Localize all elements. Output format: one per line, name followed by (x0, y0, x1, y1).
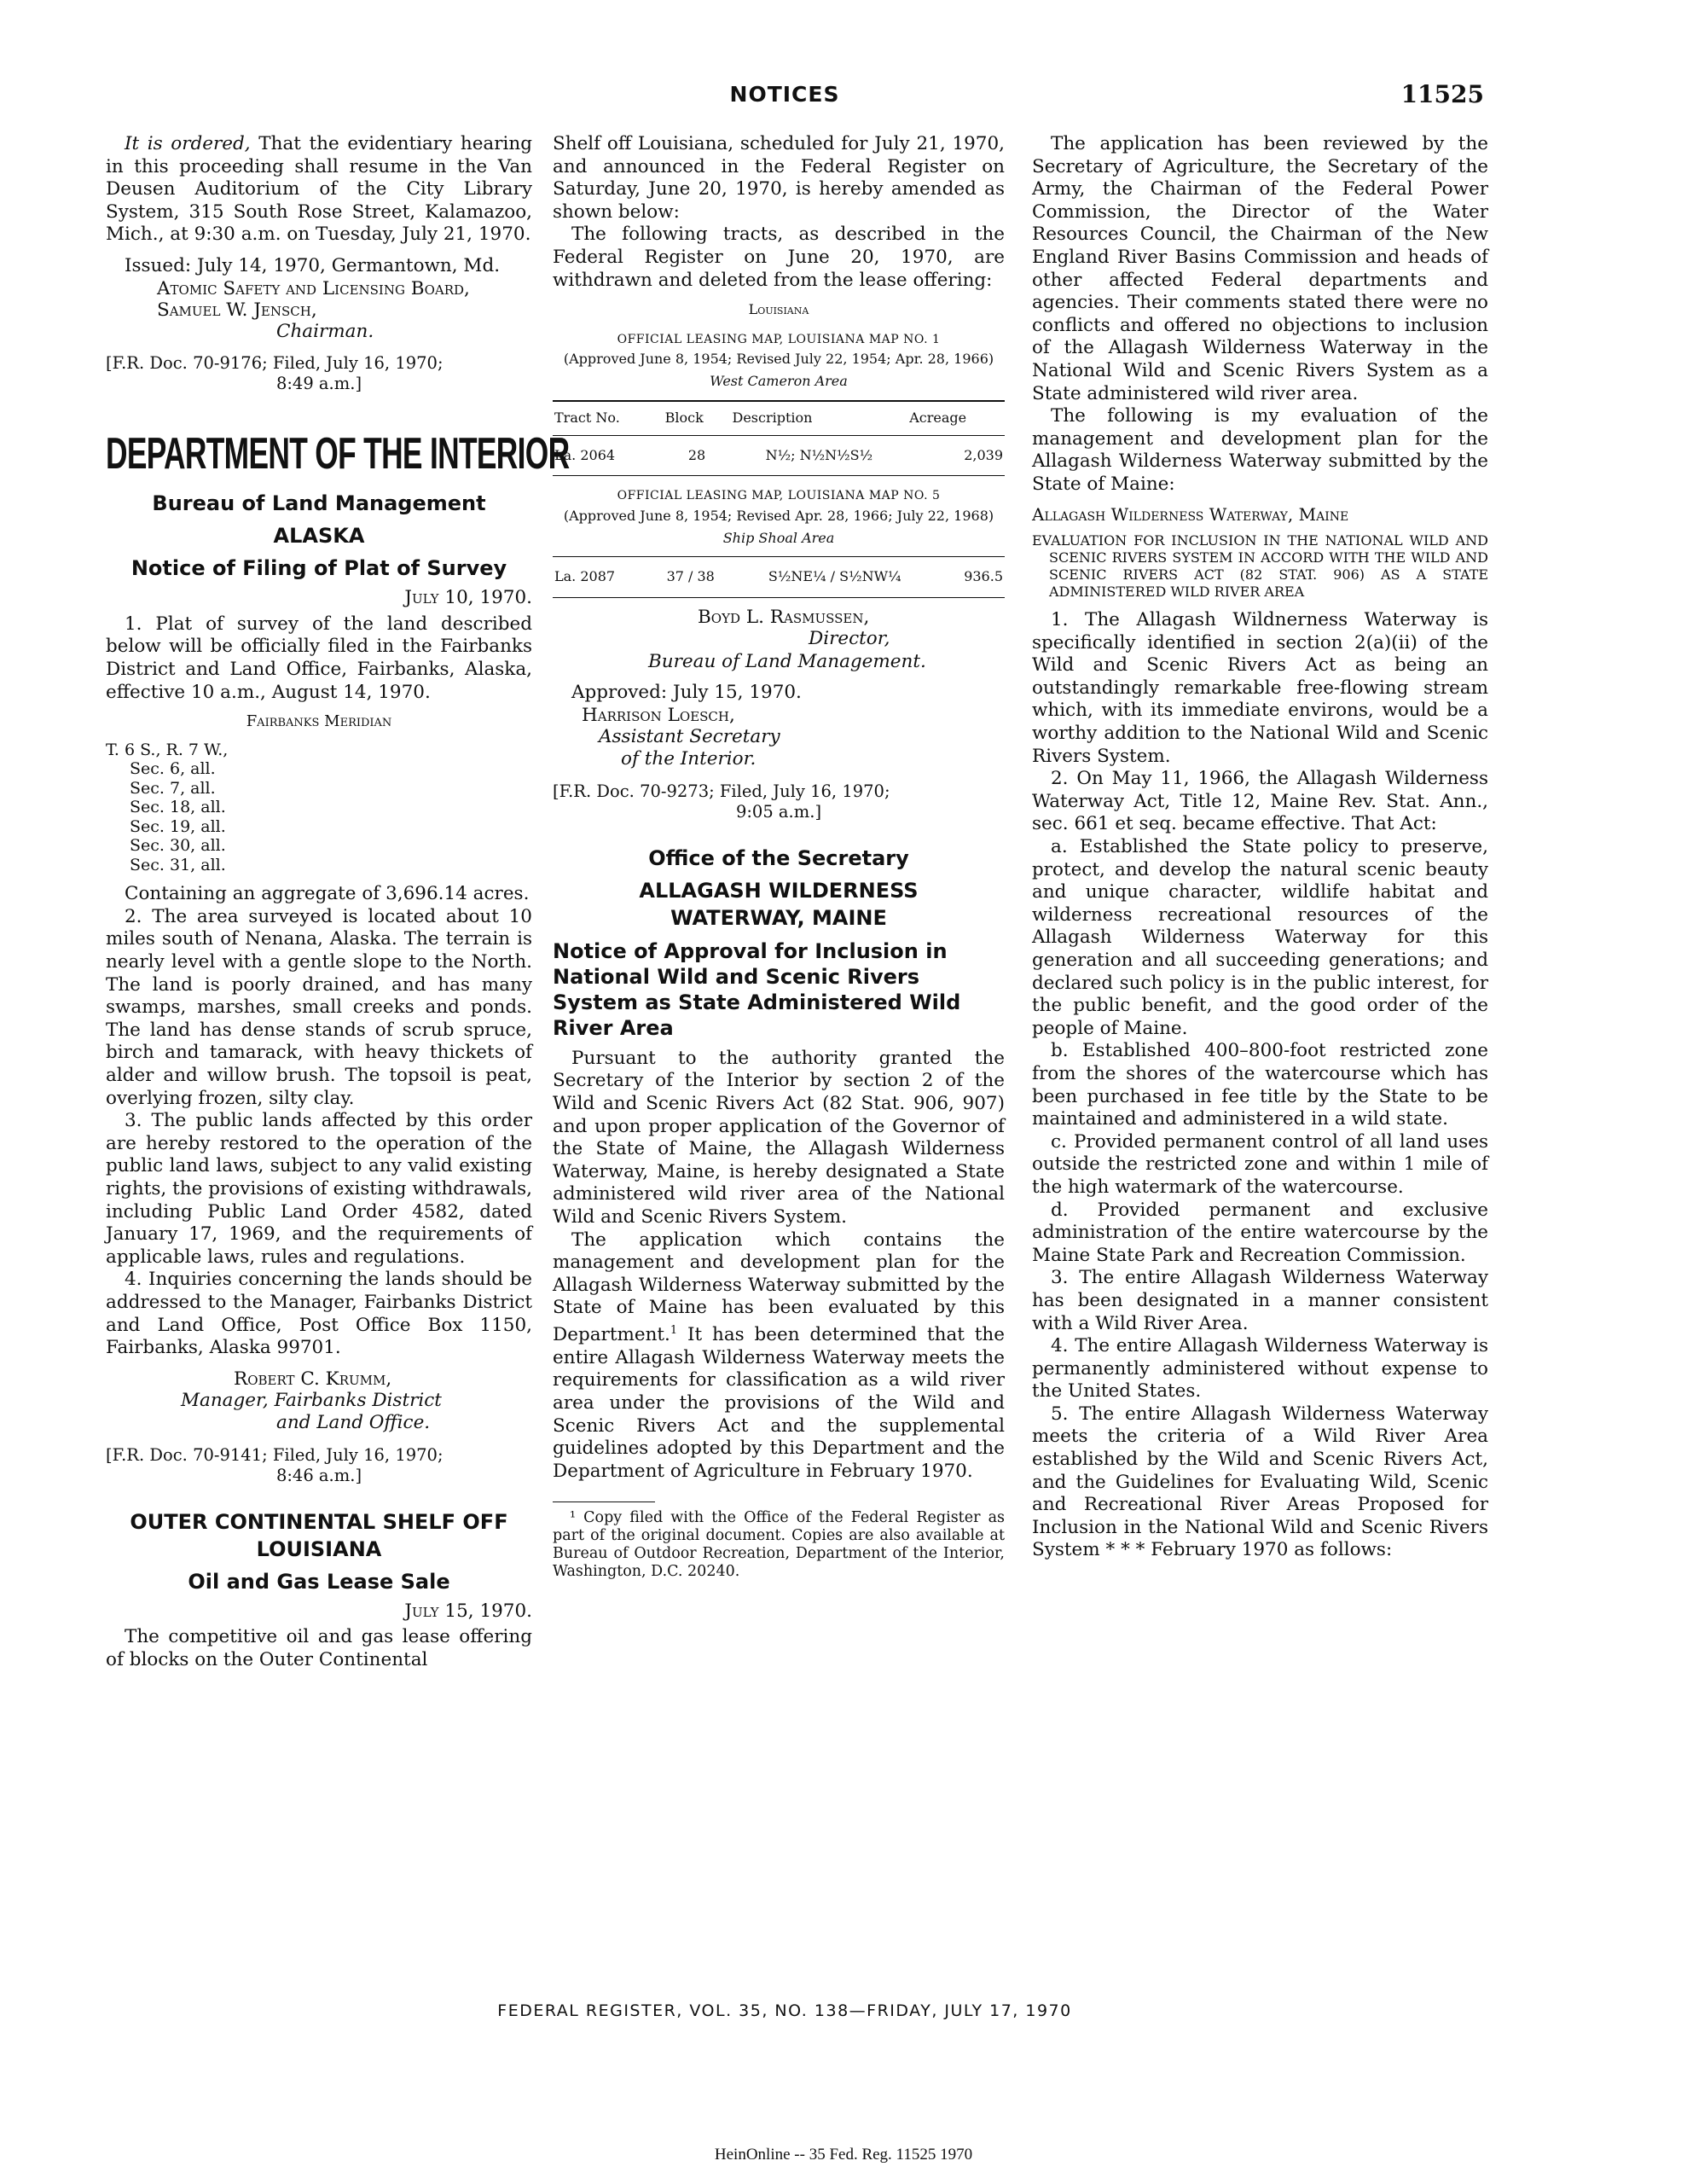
order-paragraph: It is ordered, That the evidentiary hearing in this proceeding shall resume in the Van Deusen Auditorium of the City Library System, 315 South Rose Street, Kalamazoo, Mich., at 9:30 a.m. on Tuesday, July 21, 1970. (106, 133, 532, 246)
allagash-heading: ALLAGASH WILDERNESS WATERWAY, MAINE (639, 878, 919, 930)
area-name: Ship Shoal Area (722, 529, 835, 546)
table-row (553, 557, 1005, 598)
column-3 (1032, 133, 1488, 1562)
notice-heading: Notice of Filing of Plat of Survey (130, 556, 507, 581)
item-3: 3. The entire Allagash Wilderness Waterway has been designated in a manner consistent with a Wild River Area. (1032, 1267, 1488, 1334)
section-item: Sec. 6, all. (130, 759, 216, 779)
fr-doc-line: [F.R. Doc. 70-9273; Filed, July 16, 1970; (553, 781, 890, 801)
fr-doc-time: 8:46 a.m.] (275, 1465, 362, 1485)
table-cell: La. 2064 (553, 435, 664, 476)
item-2b: b. Established 400–800-foot restricted zone from the shores of the watercourse which has been purchased in fee title by the State to be maintained and administered in a wild state. (1032, 1040, 1488, 1130)
table-row (553, 435, 1005, 476)
paragraph-3: 3. The public lands affected by this order are hereby restored to the operation of the public land laws, subject to any valid existing rights, the provisions of existing withdrawals, including Public Land Order 4582, dated January 17, 1969, and the requirements of applicable laws, rules and regulations. (106, 1110, 532, 1268)
table-header: Block (664, 401, 731, 435)
department-heading: DEPARTMENT OF THE INTERIOR (106, 429, 570, 479)
page-header (85, 82, 1484, 116)
item-2d: d. Provided permanent and exclusive administration of the entire watercourse by the Maine State Park and Recreation Commission. (1032, 1199, 1488, 1266)
heinonline-citation: HeinOnline -- 35 Fed. Reg. 11525 1970 (714, 2146, 973, 2164)
fr-doc-time: 8:49 a.m.] (275, 374, 362, 394)
item-2: 2. On May 11, 1966, the Allagash Wilderness Waterway Act, Title 12, Maine Rev. Stat. Ann., sec. 661 et seq. became effective. That Act: (1032, 768, 1488, 835)
map-title: OFFICIAL LEASING MAP, LOUISIANA MAP NO. 1 (617, 332, 941, 346)
ocs-subheading: Oil and Gas Lease Sale (188, 1569, 450, 1594)
signature-title: Director, (809, 627, 890, 649)
table-cell: 2,039 (907, 435, 1005, 476)
tract-table (553, 400, 1005, 476)
bureau-heading: Bureau of Land Management (152, 491, 486, 516)
table-header: Tract No. (553, 401, 664, 435)
section-item: Sec. 18, all. (130, 798, 226, 817)
fr-doc-time: 9:05 a.m.] (735, 801, 822, 822)
signature-title: Manager, Fairbanks District (181, 1389, 442, 1411)
section-item: Sec. 30, all. (130, 836, 226, 856)
table-cell: S½NE¼ / S½NW¼ (730, 557, 939, 598)
continued-paragraph: Shelf off Louisiana, scheduled for July 21, 1970, and announced in the Federal Register on Saturday, June 20, 1970, is hereby amended as shown below: (553, 133, 1005, 223)
office-heading: Office of the Secretary (648, 845, 909, 870)
signature-name: Samuel W. Jensch, (157, 299, 317, 321)
footnote-ref: 1 (670, 1324, 678, 1337)
pursuant-paragraph: Pursuant to the authority granted the Secretary of the Interior by section 2 of the Wild and Scenic Rivers Act (82 Stat. 906, 907) and upon proper application of the Governor of the State of Maine, the Allagash Wilderness Waterway, Maine, is hereby designated a State administered wild river area of the National Wild and Scenic Rivers System. (553, 1047, 1005, 1228)
section-item: Sec. 19, all. (130, 816, 226, 836)
footnote: ¹ Copy filed with the Office of the Federal Register as part of the original document. Copies are also available at Bureau of Outdoor Recreation, Department of the Interior, Washington, D.C. 20240. (553, 1509, 1005, 1581)
column-1 (106, 133, 570, 1672)
signature-title: Bureau of Land Management. (648, 650, 926, 672)
notice-date: July 10, 1970. (404, 587, 532, 609)
section-item: Sec. 31, all. (130, 855, 226, 874)
item-5: 5. The entire Allagash Wilderness Waterway meets the criteria of a Wild River Area established by the Wild and Scenic Rivers Act, and the Guidelines for Evaluating Wild, Scenic and Recreational River Areas Proposed for Inclusion in the National Wild and Scenic Rivers System * * * February 1970 as follows: (1032, 1403, 1488, 1561)
running-head: NOTICES (729, 82, 840, 107)
table-cell: La. 2087 (553, 557, 651, 598)
signature-name: Robert C. Krumm, (234, 1368, 392, 1390)
legal-description: T. 6 S., R. 7 W., (106, 740, 229, 759)
map-note: (Approved June 8, 1954; Revised July 22, 1954; Apr. 28, 1966) (563, 351, 994, 368)
item-4: 4. The entire Allagash Wilderness Waterway is permanently administered without expense to the United States. (1032, 1335, 1488, 1403)
meridian-heading: Fairbanks Meridian (246, 712, 392, 731)
item-2a: a. Established the State policy to preserve, protect, and develop the natural scenic beauty and unique character, wildlife habitat and wilderness recreational resources of the Allagash Wilderness Waterway for this generation and all succeeding generations; and declared such policy is in the public interest, for the public benefit, and the good order of the people of Maine. (1032, 836, 1488, 1039)
section-item: Sec. 7, all. (130, 778, 216, 798)
signature-title: Chairman. (276, 320, 374, 342)
application-paragraph: The application which contains the management and development plan for the Allagash Wilderness Waterway submitted by the State of Maine has been evaluated by this Department.$^1$ It has been determined that the entire Allagash Wilderness Waterway meets the requirements for classification as a wild river area under the provisions of the Wild and Scenic Rivers Act and the supplemental guidelines adopted by this Department and the Department of Agriculture in February 1970. (553, 1228, 1005, 1482)
ocs-paragraph: The competitive oil and gas lease offering of blocks on the Outer Continental (106, 1626, 532, 1671)
signature-title: of the Interior. (621, 748, 757, 770)
paragraph-1: 1. Plat of survey of the land described below will be officially filed in the Fairbanks District and Land Office, Fairbanks, Alaska, effective 10 a.m., August 14, 1970. (106, 613, 532, 703)
signature-org: Atomic Safety and Licensing Board, (157, 277, 470, 299)
waterway-subheading: Allagash Wilderness Waterway, Maine (1032, 503, 1349, 525)
evaluation-heading: EVALUATION FOR INCLUSION IN THE NATIONAL WILD AND SCENIC RIVERS SYSTEM IN ACCORD WITH THE WILD AND SCENIC RIVERS ACT (82 STAT. 906) AS A STATE ADMINISTERED WILD RIVER AREA (1032, 532, 1488, 601)
table-cell: N½; N½N½S½ (731, 435, 908, 476)
issued-line: Issued: July 14, 1970, Germantown, Md. (125, 254, 501, 276)
approved-line: Approved: July 15, 1970. (571, 682, 802, 704)
table-cell: 936.5 (939, 557, 1005, 598)
signature-title: Assistant Secretary (599, 725, 780, 747)
evaluation-intro: The following is my evaluation of the management and development plan for the Allagash Wilderness Waterway submitted by the State of Maine: (1032, 405, 1488, 495)
signature-title: and Land Office. (276, 1412, 431, 1434)
signature-name: Boyd L. Rasmussen, (698, 606, 870, 628)
signature-name: Harrison Loesch, (582, 704, 735, 726)
state-heading: ALASKA (273, 524, 365, 549)
tract-table (553, 556, 1005, 598)
page-number: 11525 (1400, 80, 1484, 108)
paragraph-2: 2. The area surveyed is located about 10 miles south of Nenana, Alaska. The terrain is nearly level with a gentle slope to the North. The land is poorly drained, and has many swamps, marshes, small creeks and ponds. The land has dense stands of scrub spruce, birch and tamarack, with heavy thickets of alder and willow brush. The topsoil is peat, overlying frozen, silty clay. (106, 905, 532, 1109)
approval-notice-heading: Notice of Approval for Inclusion in National Wild and Scenic Rivers System as State Administered Wild River Area (553, 938, 961, 1040)
table-header: Acreage (907, 401, 1005, 435)
item-1: 1. The Allagash Wildnerness Waterway is specifically identified in section 2(a)(ii) of the Wild and Scenic Rivers Act as being an outstandingly remarkable free-flowing stream which, with its immediate environs, would be a worthy addition to the National Wild and Scenic Rivers System. (1032, 609, 1488, 767)
ocs-date: July 15, 1970. (404, 1600, 532, 1622)
ocs-heading: OUTER CONTINENTAL SHELF OFF LOUISIANA (130, 1509, 508, 1561)
map-title: OFFICIAL LEASING MAP, LOUISIANA MAP NO. 5 (617, 489, 941, 503)
column-2 (553, 133, 1005, 1581)
tracts-paragraph: The following tracts, as described in the Federal Register on June 20, 1970, are withdrawn and deleted from the lease offering: (553, 224, 1005, 291)
containing-line: Containing an aggregate of 3,696.14 acres. (125, 883, 530, 905)
map-note: (Approved June 8, 1954; Revised Apr. 28, 1966; July 22, 1968) (563, 507, 994, 524)
table-header: Description (731, 401, 908, 435)
fr-doc-line: [F.R. Doc. 70-9176; Filed, July 16, 1970; (106, 353, 443, 374)
review-paragraph: The application has been reviewed by the Secretary of Agriculture, the Secretary of the Army, the Chairman of the Federal Power Commission, the Director of the Water Resources Council, the Chairman of the New England River Basins Commission and heads of other affected Federal departments and agencies. Their comments stated there were no conflicts and offered no objections to inclusion of the Allagash Wilderness Waterway in the National Wild and Scenic Rivers System as a State administered wild river area. (1032, 133, 1488, 404)
table-cell: 37 / 38 (651, 557, 730, 598)
state-subheading: Louisiana (748, 301, 809, 318)
table-cell: 28 (664, 435, 731, 476)
area-name: West Cameron Area (710, 373, 848, 390)
page-footer: FEDERAL REGISTER, VOL. 35, NO. 138—FRIDAY, JULY 17, 1970 (497, 2001, 1072, 2020)
fr-doc-line: [F.R. Doc. 70-9141; Filed, July 16, 1970; (106, 1444, 443, 1465)
item-2c: c. Provided permanent control of all land uses outside the restricted zone and within 1 mile of the high watermark of the watercourse. (1032, 1130, 1488, 1198)
paragraph-4: 4. Inquiries concerning the lands should be addressed to the Manager, Fairbanks District and Land Office, Post Office Box 1150, Fairbanks, Alaska 99701. (106, 1269, 532, 1359)
